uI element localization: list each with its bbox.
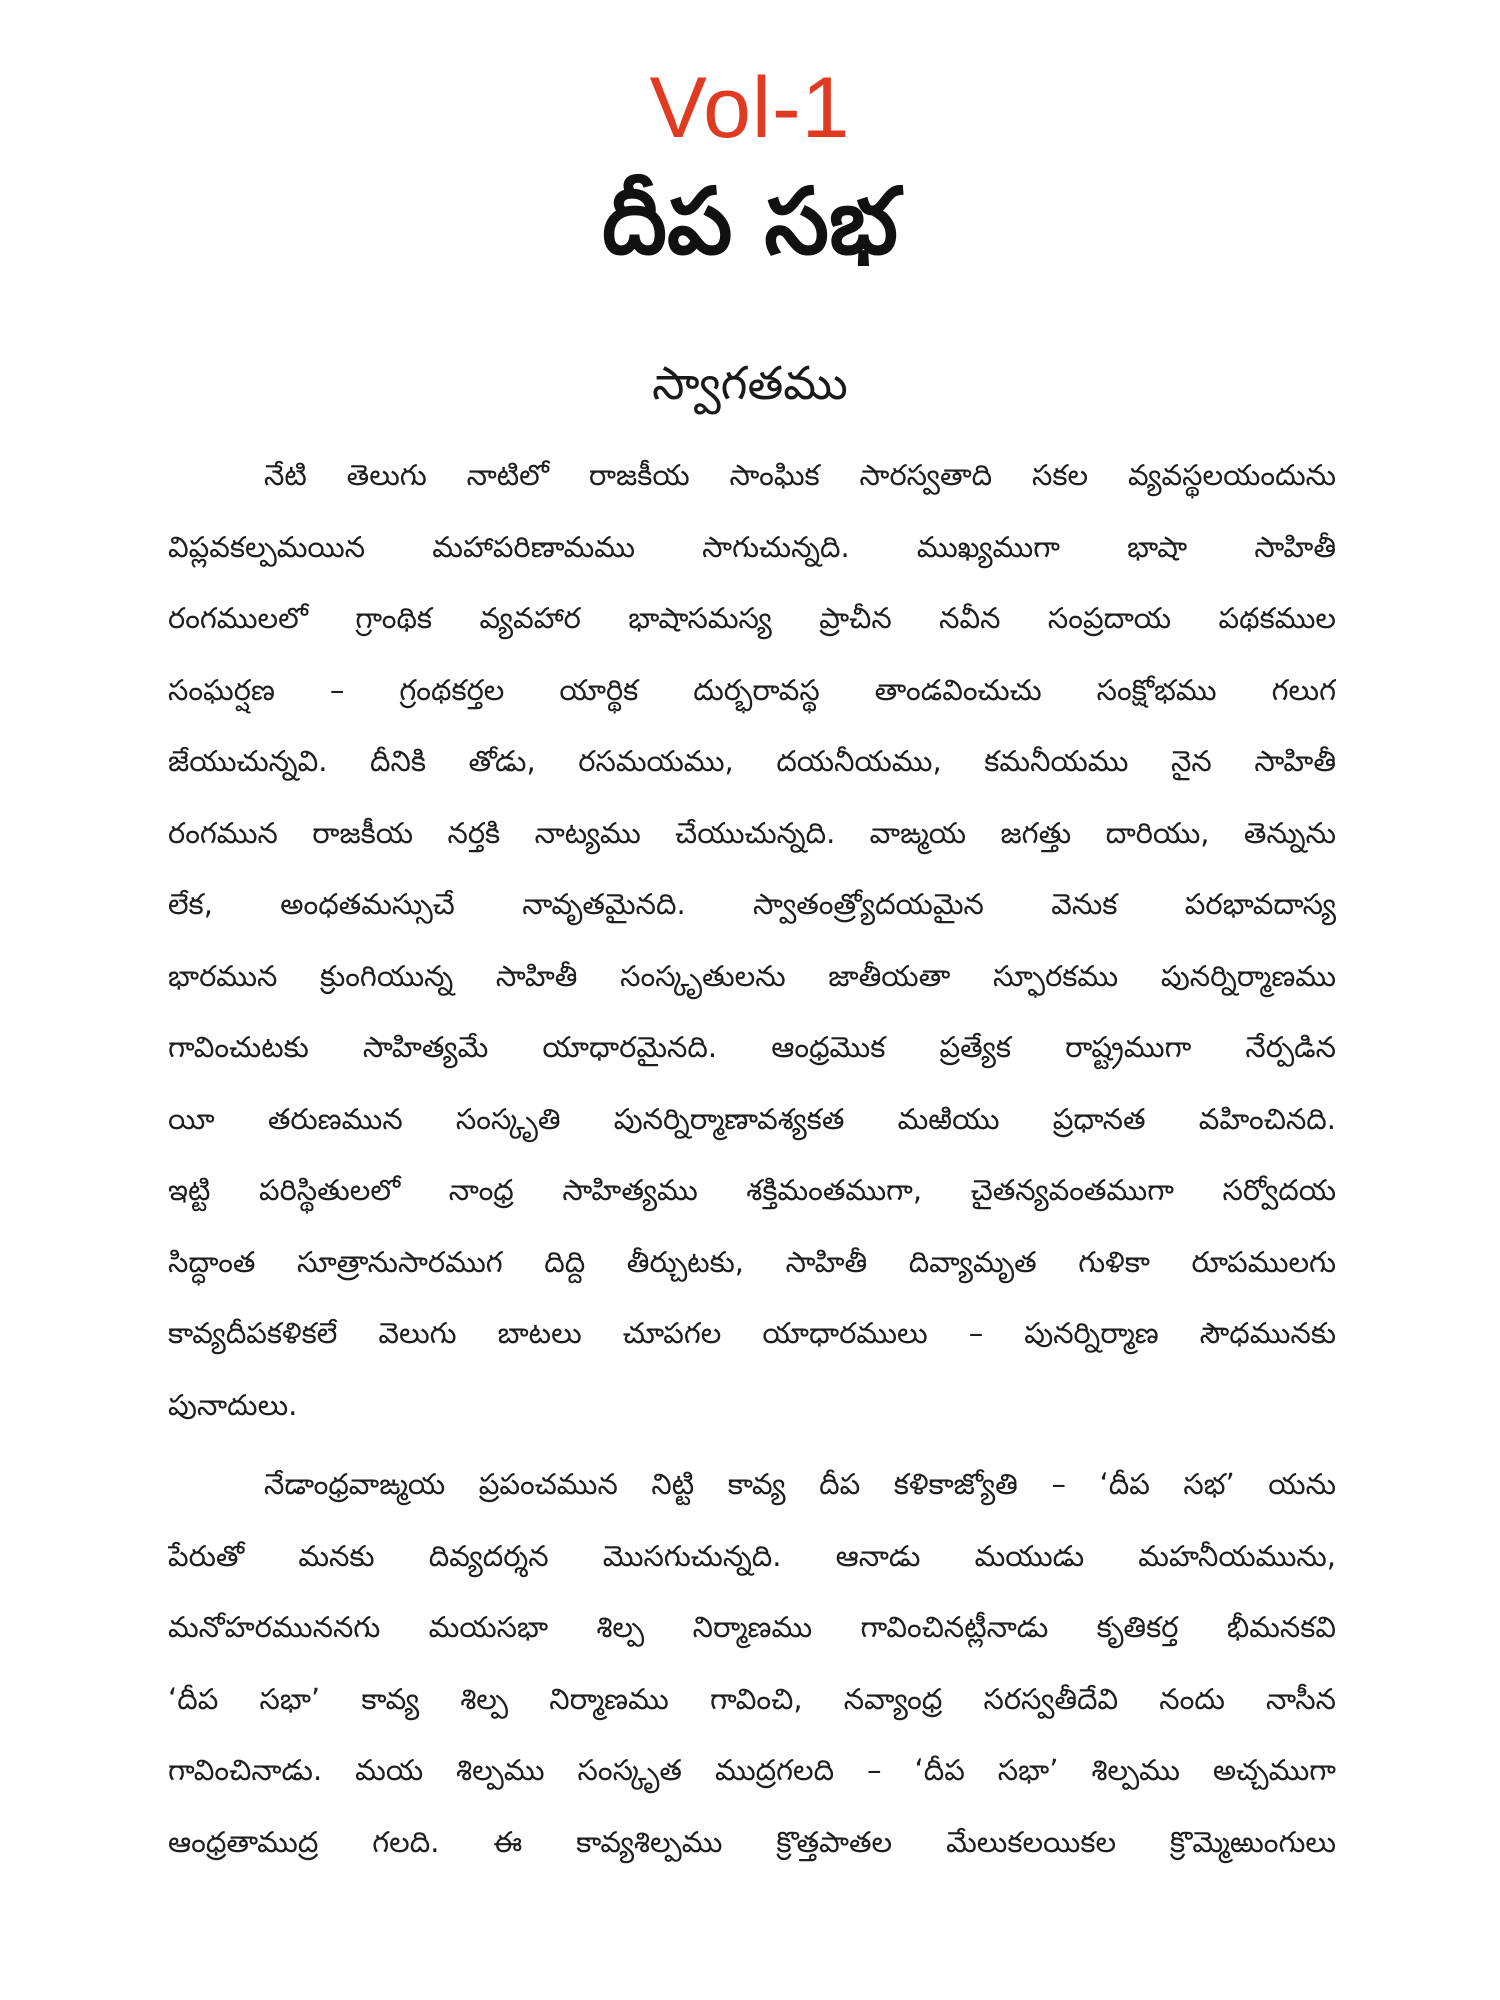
text-line: ఆంధ్రతాముద్ర గలది. ఈ కావ్యశిల్పము క్రొత్తపాతల మేలుకలయికల క్రొమ్మెఱుంగులు (168, 1824, 1336, 1859)
text-line: పునాదులు. (168, 1387, 298, 1422)
text-line: నేడాంధ్రవాఙ్మయ ప్రపంచమున నిట్టి కావ్య దీప కళికాజ్యోతి – ‘దీప సభ’ యను (264, 1467, 1336, 1501)
text-line: ‘దీప సభా’ కావ్య శిల్ప నిర్మాణము గావించి, నవ్యాంధ్ర సరస్వతీదేవి నందు నాసీన (168, 1681, 1336, 1716)
body-text (168, 440, 1336, 1878)
paragraph-2 (168, 1449, 1336, 1878)
volume-label: Vol-1 (649, 60, 851, 156)
section-heading: స్వాగతము (652, 356, 848, 410)
book-title: దీప సభ (602, 168, 898, 275)
text-line: భారమున క్రుంగియున్న సాహితీ సంస్కృతులను జాతీయతా స్ఫూరకము పునర్నిర్మాణము (168, 958, 1336, 993)
text-line: రంగమున రాజకీయ నర్తకి నాట్యము చేయుచున్నది. వాఙ్మయ జగత్తు దారియు, తెన్నును (168, 815, 1336, 850)
text-line: సిద్ధాంత సూత్రానుసారముగ దిద్ది తీర్చుటకు, సాహితీ దివ్యామృత గుళికా రూపములగు (168, 1244, 1336, 1279)
text-line: యీ తరుణమున సంస్కృతి పునర్నిర్మాణావశ్యకత మఱియు ప్రధానత వహించినది. (168, 1101, 1336, 1136)
text-line: మనోహరముననగు మయసభా శిల్ప నిర్మాణము గావించినట్లీనాడు కృతికర్త భీమనకవి (168, 1610, 1336, 1644)
text-line: పేరుతో మనకు దివ్యదర్శన మొసగుచున్నది. ఆనాడు మయుడు మహనీయమును, (168, 1538, 1336, 1573)
text-line: విప్లవకల్పమయిన మహాపరిణామము సాగుచున్నది. ముఖ్యముగా భాషా సాహితీ (168, 529, 1336, 564)
text-line: గావించుటకు సాహిత్యమే యాధారమైనది. ఆంధ్రమొక ప్రత్యేక రాష్ట్రముగా నేర్పడిన (168, 1030, 1336, 1064)
text-line: రంగములలో గ్రాంథిక వ్యవహార భాషాసమస్య ప్రాచీన నవీన సంప్రదాయ పథకముల (168, 601, 1336, 635)
text-line: గావించినాడు. మయ శిల్పము సంస్కృత ముద్రగలది – ‘దీప సభా’ శిల్పము అచ్చముగా (168, 1753, 1336, 1787)
text-line: జేయుచున్నవి. దీనికి తోడు, రసమయము, దయనీయము, కమనీయము నైన సాహితీ (168, 744, 1336, 778)
text-line: కావ్యదీపకళికలే వెలుగు బాటలు చూపగల యాధారములు – పునర్నిర్మాణ సౌధమునకు (168, 1316, 1336, 1350)
text-line: నేటి తెలుగు నాటిలో రాజకీయ సాంఘిక సారస్వతాది సకల వ్యవస్థలయందును (264, 458, 1336, 492)
paragraph-1 (168, 440, 1336, 1441)
text-line: లేక, అంధతమస్సుచే నావృతమైనది. స్వాతంత్ర్యోదయమైన వెనుక పరభావదాస్య (168, 887, 1336, 921)
text-line: సంఘర్షణ – గ్రంథకర్తల యార్థిక దుర్భరావస్థ తాండవించుచు సంక్షోభము గలుగ (168, 672, 1336, 707)
text-line: ఇట్టి పరిస్థితులలో నాంధ్ర సాహిత్యము శక్తిమంతముగా, చైతన్యవంతముగా సర్వోదయ (168, 1173, 1336, 1207)
paragraph-gap (168, 1441, 1336, 1449)
